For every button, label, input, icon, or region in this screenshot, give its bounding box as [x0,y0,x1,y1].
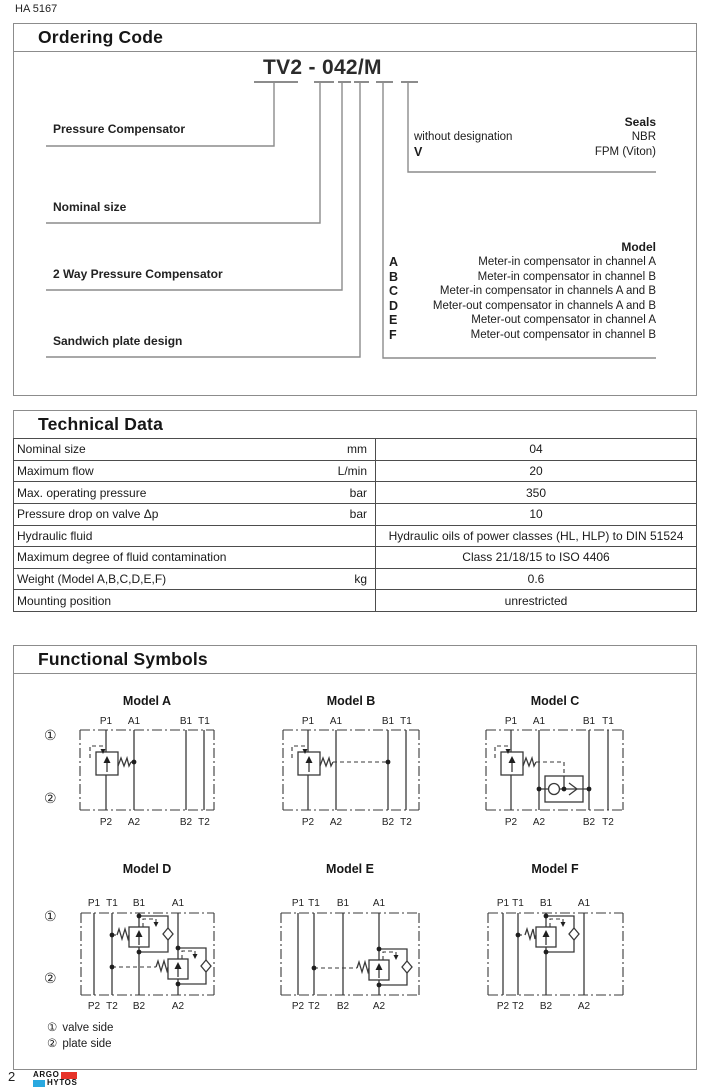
port-label: A2 [372,1001,386,1012]
port-label: P2 [99,817,113,828]
model-header: Model [621,240,656,254]
plate-side-marker: ② [44,970,57,986]
seal-value: FPM (Viton) [594,145,656,158]
table-row [14,439,696,460]
legend-valve-side [47,1020,113,1034]
model-f-diagram [461,858,676,1023]
diagram-title: Model E [326,862,374,876]
parameter-value: 20 [529,463,543,478]
port-label: T1 [512,898,524,909]
seals-option-row [414,145,656,160]
parameter-value: 10 [529,507,543,522]
schematic [486,730,623,810]
model-description: Meter-out compensator in channel A [471,314,656,327]
parameter-label: Maximum flow [17,463,94,478]
schematic [281,913,419,995]
port-label: B1 [336,898,350,909]
port-label: B2 [336,1001,350,1012]
table-row [14,568,696,590]
model-c-diagram [461,688,676,838]
legend-text: plate side [62,1038,112,1050]
model-option-row [389,270,656,285]
callout-sandwich-plate-design: Sandwich plate design [53,334,183,348]
parameter-unit: mm [347,442,367,457]
diagram-title: Model B [326,694,376,708]
parameter-value: Class 21/18/15 to ISO 4406 [462,550,610,565]
ordering-code-header [13,23,697,52]
parameter-value: 350 [525,485,547,500]
port-label: B1 [582,716,596,727]
parameter-label: Hydraulic fluid [17,528,93,543]
callout-2-way-pressure-compensator: 2 Way Pressure Compensator [53,267,223,281]
model-description: Meter-out compensator in channel B [470,328,656,341]
functional-symbols-body [13,674,697,1070]
callout-pressure-compensator: Pressure Compensator [53,122,186,136]
port-label: T2 [308,1001,320,1012]
model-description: Meter-in compensator in channels A and B [439,285,656,298]
port-label: A2 [577,1001,591,1012]
seal-value: NBR [631,131,656,143]
technical-data-title: Technical Data [38,414,164,434]
port-label: T2 [602,817,614,828]
table-row [14,546,696,568]
ordering-code-body [13,52,697,396]
legend-marker: ① [47,1022,58,1034]
callout-nominal-size: Nominal size [53,200,127,214]
parameter-value: 0.6 [527,572,545,587]
table-row [14,481,696,503]
port-label: P1 [504,716,518,727]
port-label: T1 [308,898,320,909]
parameter-label: Max. operating pressure [17,485,147,500]
model-option-row [389,284,656,299]
page-number: 2 [8,1069,16,1084]
parameter-unit: bar [349,507,367,522]
document-number: HA 5167 [15,3,58,15]
port-label: A2 [127,817,141,828]
parameter-label: Pressure drop on valve Δp [17,507,159,522]
parameter-label: Maximum degree of fluid contamination [17,550,227,565]
port-label: B1 [381,716,395,727]
valve-side-marker: ① [44,908,57,924]
model-code: D [389,298,399,313]
diagram-title: Model A [122,694,172,708]
port-label: A1 [577,898,591,909]
port-label: P2 [496,1001,510,1012]
legend-marker: ② [47,1038,58,1050]
plate-side-marker: ② [44,790,57,806]
port-label: T1 [106,898,118,909]
port-label: P1 [496,898,510,909]
port-label: T1 [602,716,614,727]
schematic [80,730,214,810]
parameter-value: unrestricted [504,593,568,608]
model-code: C [389,284,399,299]
port-label: T1 [198,716,210,727]
model-options [389,240,656,343]
functional-symbols-header [13,645,697,674]
model-d-diagram [46,858,261,1023]
table-row [14,460,696,482]
seal-code: without designation [414,131,513,143]
model-description: Meter-in compensator in channel B [477,270,656,283]
table-row [14,589,696,611]
parameter-label: Mounting position [17,593,112,608]
table-row [14,503,696,525]
logo-text-argo: ARGO [33,1070,60,1079]
port-label: P1 [87,898,101,909]
parameter-unit: L/min [337,463,367,478]
logo-text-hytos: HYTOS [47,1078,78,1087]
schematic [283,730,419,810]
legend-text: valve side [62,1022,114,1034]
diagram-title: Model C [530,694,580,708]
diagram-title: Model D [122,862,172,876]
port-label: T2 [512,1001,524,1012]
port-label: A1 [372,898,386,909]
port-label: P1 [99,716,113,727]
port-label: B1 [132,898,146,909]
parameter-value: 04 [529,442,543,457]
port-label: B2 [179,817,193,828]
model-code: E [389,313,398,328]
parameter-unit: kg [354,572,367,587]
model-code: A [389,255,399,269]
model-code: F [389,327,397,342]
port-label: B2 [539,1001,553,1012]
model-option-row [389,313,656,328]
port-label: B1 [179,716,193,727]
argo-hytos-logo [33,1071,77,1087]
port-label: P2 [504,817,518,828]
legend-plate-side [47,1036,112,1050]
model-description: Meter-out compensator in channels A and B [432,299,656,312]
model-code: B [389,269,399,284]
schematic [488,913,623,995]
model-option-row [389,328,656,343]
parameter-unit: bar [349,485,367,500]
seals-header: Seals [624,115,656,129]
port-label: B2 [381,817,395,828]
parameter-label: Nominal size [17,442,86,457]
port-label: A2 [171,1001,185,1012]
schematic [81,913,214,995]
port-label: A2 [532,817,546,828]
valve-side-marker: ① [44,727,57,743]
port-label: P1 [301,716,315,727]
parameter-value: Hydraulic oils of power classes (HL, HLP) to DIN 51524 [388,528,684,543]
port-label: B2 [132,1001,146,1012]
port-label: P1 [291,898,305,909]
model-e-diagram [256,858,471,1023]
ordering-code-title: Ordering Code [38,27,164,47]
model-a-diagram [46,688,261,838]
model-option-row [389,299,656,314]
port-label: P2 [87,1001,101,1012]
table-row [14,525,696,547]
port-label: T1 [400,716,412,727]
seals-option-row [414,130,656,145]
port-label: B1 [539,898,553,909]
port-label: A1 [127,716,141,727]
port-label: A2 [329,817,343,828]
port-label: P2 [291,1001,305,1012]
parameter-label: Weight (Model A,B,C,D,E,F) [17,572,167,587]
seals-options [414,115,656,159]
port-label: T2 [400,817,412,828]
model-option-row [389,255,656,270]
diagram-title: Model F [531,862,579,876]
port-label: A1 [171,898,185,909]
port-label: B2 [582,817,596,828]
ordering-code-string: TV2 - 042/M [263,56,382,79]
functional-symbols-title: Functional Symbols [38,649,208,669]
model-description: Meter-in compensator in channel A [478,256,656,268]
port-label: A1 [329,716,343,727]
port-label: P2 [301,817,315,828]
technical-data-header [13,410,697,439]
model-b-diagram [256,688,471,838]
port-label: T2 [198,817,210,828]
seal-code: V [414,144,423,159]
logo-blue-block [33,1080,45,1087]
port-label: T2 [106,1001,118,1012]
port-label: A1 [532,716,546,727]
technical-data-table [13,438,697,612]
